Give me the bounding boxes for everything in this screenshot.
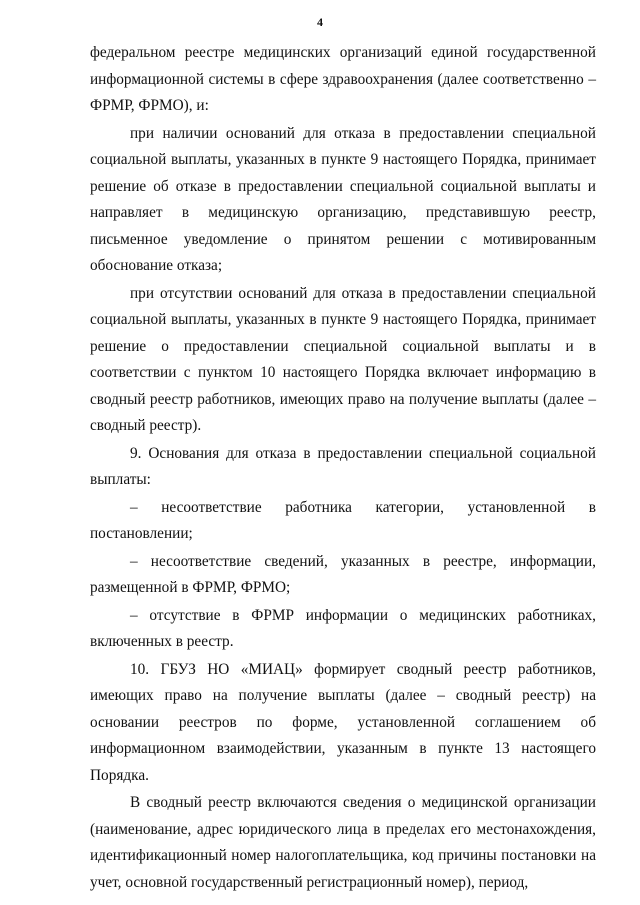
paragraph-item-9: 9. Основания для отказа в предоставлении специальной социальной выплаты: (90, 444, 596, 488)
paragraph-refusal-reason-2: – несоответствие сведений, указанных в реестре, информации, размещенной в ФРМР, ФРМО; (90, 552, 596, 596)
page-number: 4 (317, 15, 323, 29)
paragraph-refusal-reason-1: – несоответствие работника категории, установленной в постановлении; (90, 498, 596, 542)
paragraph-register-contents: В сводный реестр включаются сведения о медицинской организации (наименование, адрес юридического лица в пределах его местонахождения, идентификационный номер налогоплательщика, код причины постановки на учет, основной государственный регистрационный номер), период, (90, 794, 596, 891)
paragraph-item-10: 10. ГБУЗ НО «МИАЦ» формирует сводный реестр работников, имеющих право на получение выплаты (далее – сводный реестр) на основании реестров по форме, установленной соглашением об информационном взаимодействии, указанным в пункте 13 настоящего Порядка. (90, 660, 596, 784)
paragraph-refusal-reason-3: – отсутствие в ФРМР информации о медицинских работниках, включенных в реестр. (90, 606, 596, 650)
paragraph-frmr-definition: федеральном реестре медицинских организаций единой государственной информационной системы в сфере здравоохранения (далее соответственно – ФРМР, ФРМО), и: (90, 44, 596, 114)
paragraph-grant-decision: при отсутствии оснований для отказа в предоставлении специальной социальной выплаты, указанных в пункте 9 настоящего Порядка, принимает решение о предоставлении специальной социальной выплаты и в соответствии с пунктом 10 настоящего Порядка включает информацию в сводный реестр работников, имеющих право на получение выплаты (далее – сводный реестр). (90, 284, 596, 434)
paragraph-refusal-decision: при наличии оснований для отказа в предоставлении специальной социальной выплаты, указанных в пункте 9 настоящего Порядка, принимает решение об отказе в предоставлении специальной социальной выплаты и направляет в медицинскую организацию, представившую реестр, письменное уведомление о принятом решении с мотивированным обоснование отказа; (90, 124, 596, 274)
document-body (90, 40, 596, 896)
